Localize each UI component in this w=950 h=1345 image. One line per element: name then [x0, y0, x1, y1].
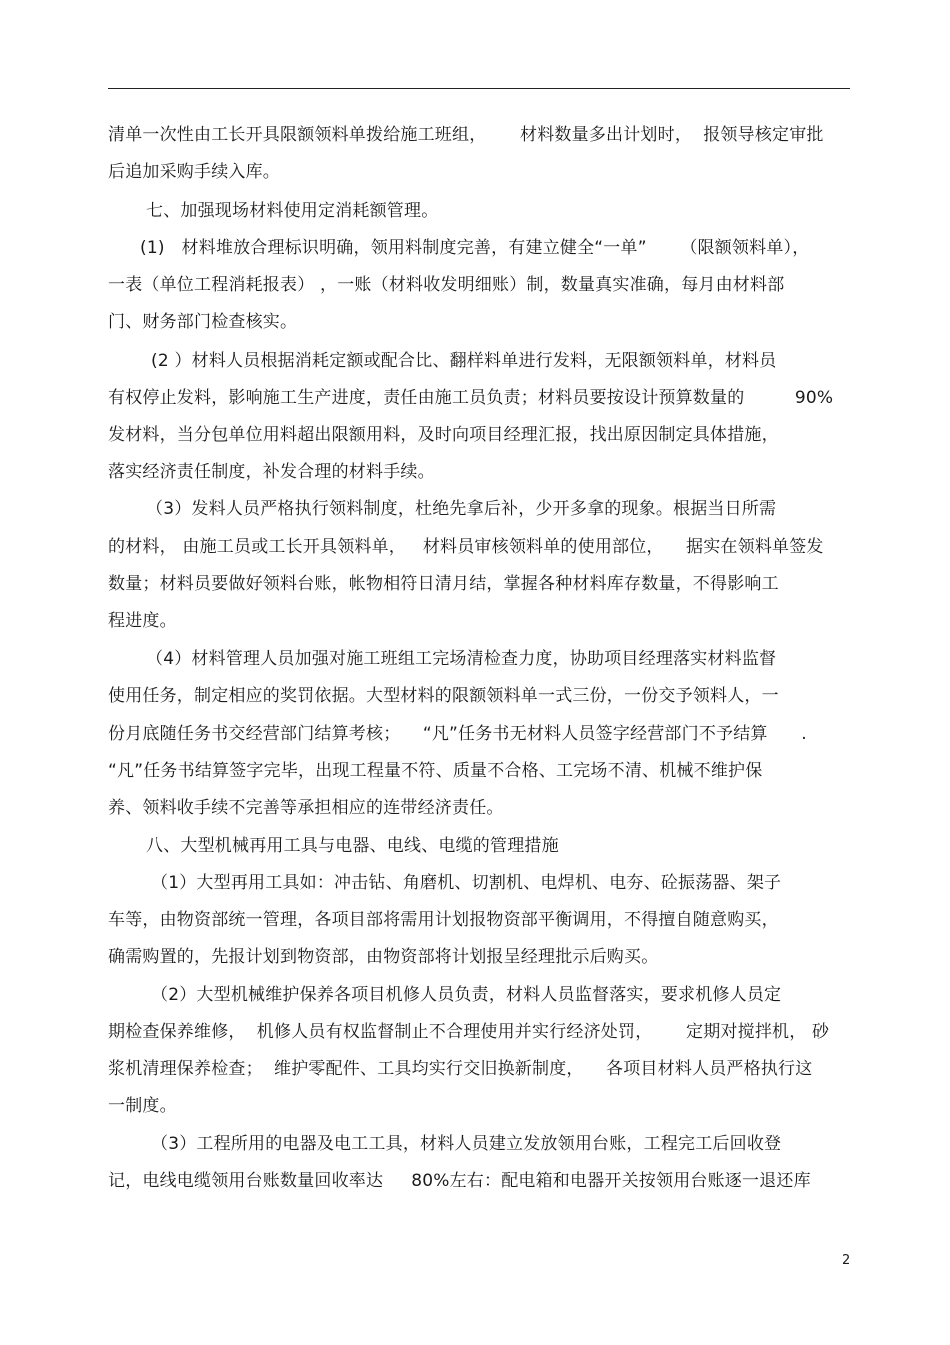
text-line: 份月底随任务书交经营部门结算考核； “凡”任务书无材料人员签字经营部门不予结算 .: [108, 724, 807, 744]
text-line: 的材料， 由施工员或工长开具领料单， 材料员审核领料单的使用部位， 据实在领料单签发: [108, 537, 824, 557]
text-line: 后追加采购手续入库。: [108, 162, 280, 182]
text-line: 使用任务，制定相应的奖罚依据。大型材料的限额领料单一式三份，一份交予领料人，一: [108, 686, 779, 706]
text-line: 落实经济责任制度，补发合理的材料手续。: [108, 462, 435, 482]
text-line: （3）发料人员严格执行领料制度，杜绝先拿后补，少开多拿的现象。根据当日所需: [146, 499, 777, 519]
text-line: （2）大型机械维护保养各项目机修人员负责，材料人员监督落实，要求机修人员定: [151, 985, 782, 1005]
text-line: “凡”任务书结算签字完毕，出现工程量不符、质量不合格、工完场不清、机械不维护保: [108, 761, 763, 781]
text-line: 养、领料收手续不完善等承担相应的连带经济责任。: [108, 798, 504, 818]
section-heading: 七、加强现场材料使用定消耗额管理。: [146, 201, 439, 221]
text-line: 程进度。: [108, 611, 177, 631]
section-heading: 八、大型机械再用工具与电器、电线、电缆的管理措施: [146, 836, 559, 856]
text-line: (1) 材料堆放合理标识明确，领用料制度完善，有建立健全“一单” （限额领料单），: [140, 238, 810, 258]
text-line: 数量；材料员要做好领料台账，帐物相符日清月结，掌握各种材料库存数量，不得影响工: [108, 574, 779, 594]
text-line: 期检查保养维修， 机修人员有权监督制止不合理使用并实行经济处罚， 定期对搅拌机， 砂: [108, 1022, 830, 1042]
text-line: （4）材料管理人员加强对施工班组工完场清检查力度，协助项目经理落实材料监督: [146, 649, 777, 669]
text-line: 一制度。: [108, 1096, 177, 1116]
text-line: 门、财务部门检查核实。: [108, 312, 298, 332]
text-line: 记，电线电缆领用台账数量回收率达 80%左右：配电箱和电器开关按领用台账逐一退还库: [108, 1171, 811, 1191]
text-line: 浆机清理保养检查； 维护零配件、工具均实行交旧换新制度， 各项目材料人员严格执行这: [108, 1059, 813, 1079]
text-line: （1）大型再用工具如：冲击钻、角磨机、切割机、电焊机、电夯、砼振荡器、架子: [151, 873, 782, 893]
page-number: 2: [842, 1253, 851, 1268]
text-line: 发材料，当分包单位用料超出限额用料，及时向项目经理汇报，找出原因制定具体措施，: [108, 425, 779, 445]
text-line: 清单一次性由工长开具限额领料单拨给施工班组， 材料数量多出计划时， 报领导核定审批: [108, 125, 824, 145]
text-line: 有权停止发料，影响施工生产进度，责任由施工员负责；材料员要按设计预算数量的 90%: [108, 388, 834, 408]
text-line: 一表（单位工程消耗报表） ，一账（材料收发明细账）制，数量真实准确，每月由材料部: [108, 275, 785, 295]
text-line: 车等，由物资部统一管理，各项目部将需用计划报物资部平衡调用，不得擅自随意购买，: [108, 910, 779, 930]
text-line: (2 ）材料人员根据消耗定额或配合比、翻样料单进行发料，无限额领料单，材料员: [151, 351, 777, 371]
header-rule: [108, 88, 850, 89]
text-line: （3）工程所用的电器及电工工具，材料人员建立发放领用台账，工程完工后回收登: [151, 1134, 782, 1154]
text-line: 确需购置的，先报计划到物资部，由物资部将计划报呈经理批示后购买。: [108, 947, 659, 967]
